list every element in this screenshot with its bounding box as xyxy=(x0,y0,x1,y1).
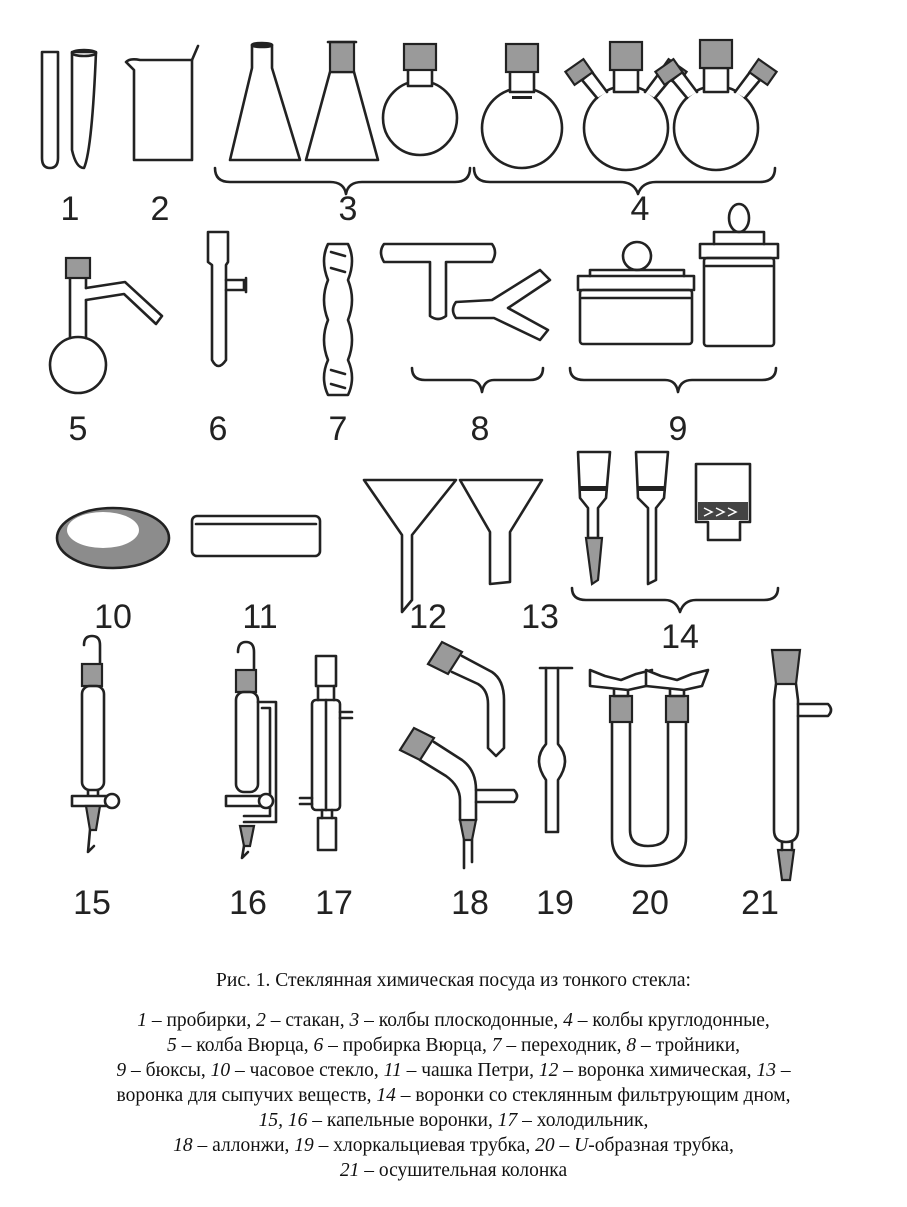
caption-title: Рис. 1. Стеклянная химическая посуда из тонкого стекла: xyxy=(216,970,691,991)
item-15-dropping-funnel xyxy=(72,636,119,852)
label-6: 6 xyxy=(208,410,228,448)
caption-line-3: 9 – бюксы, 10 – часовое стекло, 11 – чашка Петри, 12 – воронка химическая, 13 – xyxy=(116,1060,791,1081)
item-19-calcium-chloride-tube xyxy=(539,668,572,832)
label-8: 8 xyxy=(470,410,490,448)
bracket-9 xyxy=(570,368,776,392)
item-6-wurtz-tube xyxy=(208,232,246,366)
item-7-adapter xyxy=(324,244,352,395)
caption-line-6: 18 – аллонжи, 19 – хлоркальциевая трубка, 20 – U-образная трубка, xyxy=(173,1135,734,1156)
item-21-drying-column xyxy=(772,650,831,880)
bracket-4 xyxy=(474,168,775,194)
label-21: 21 xyxy=(741,884,779,922)
bracket-8 xyxy=(412,368,543,392)
label-19: 19 xyxy=(536,884,574,922)
item-1-test-tubes xyxy=(42,50,96,168)
label-20: 20 xyxy=(631,884,669,922)
item-20-u-tube xyxy=(590,670,708,866)
item-12-funnel xyxy=(364,480,456,612)
caption-line-5: 15, 16 – капельные воронки, 17 – холодильник, xyxy=(258,1110,649,1131)
item-14-filter-funnels xyxy=(578,452,750,584)
item-3-flat-bottom-flasks xyxy=(230,42,457,160)
item-13-powder-funnel xyxy=(460,480,542,584)
caption-line-1: 1 – пробирки, 2 – стакан, 3 – колбы плоскодонные, 4 – колбы круглодонные, xyxy=(137,1010,770,1031)
label-9: 9 xyxy=(668,410,688,448)
item-2-beaker xyxy=(126,46,198,160)
label-14: 14 xyxy=(661,618,699,656)
bracket-14 xyxy=(572,588,778,612)
item-8-tee-connectors xyxy=(381,244,550,340)
label-5: 5 xyxy=(68,410,88,448)
label-10: 10 xyxy=(94,598,132,636)
label-18: 18 xyxy=(451,884,489,922)
caption-line-2: 5 – колба Вюрца, 6 – пробирка Вюрца, 7 – переходник, 8 – тройники, xyxy=(166,1035,741,1056)
caption-num: 1 xyxy=(137,1010,147,1031)
label-11: 11 xyxy=(242,598,278,636)
label-2: 2 xyxy=(150,190,170,228)
caption-line-7: 21 – осушительная колонка xyxy=(339,1160,568,1181)
figure-caption xyxy=(20,968,887,1183)
label-3: 3 xyxy=(338,190,358,228)
label-7: 7 xyxy=(328,410,348,448)
label-12: 12 xyxy=(409,598,447,636)
label-13: 13 xyxy=(521,598,559,636)
item-4-round-bottom-flasks xyxy=(482,40,777,170)
item-10-watch-glass xyxy=(57,508,169,568)
item-16-pressure-funnel xyxy=(226,642,276,858)
item-9-weighing-bottles xyxy=(578,204,778,346)
label-4: 4 xyxy=(630,190,650,228)
item-5-wurtz-flask xyxy=(50,258,162,393)
caption-line-4: воронка для сыпучих веществ, 14 – воронки со стеклянным фильтрующим дном, xyxy=(116,1085,791,1106)
item-17-condenser xyxy=(300,656,352,850)
label-15: 15 xyxy=(73,884,111,922)
item-18-allonges xyxy=(400,642,517,868)
label-17: 17 xyxy=(315,884,353,922)
item-11-petri-dish xyxy=(192,516,320,556)
label-1: 1 xyxy=(60,190,80,228)
label-16: 16 xyxy=(229,884,267,922)
